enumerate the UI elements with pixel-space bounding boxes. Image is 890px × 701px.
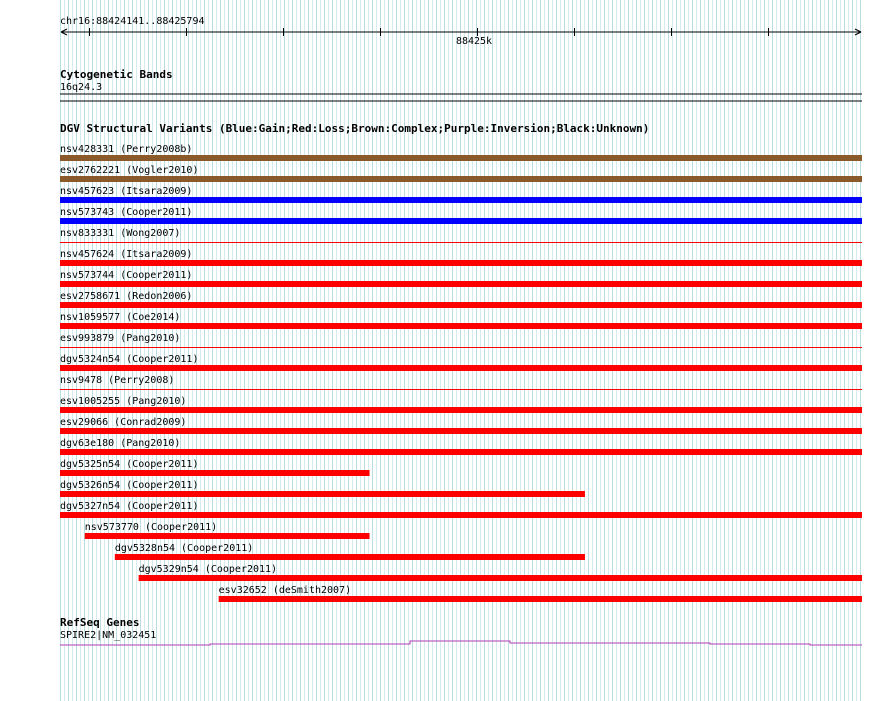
dgv-feature-bar[interactable] xyxy=(60,197,862,203)
dgv-feature-bar[interactable] xyxy=(60,155,862,161)
dgv-feature-label: nsv573743 (Cooper2011) xyxy=(60,207,193,218)
dgv-feature-bar[interactable] xyxy=(60,347,862,348)
dgv-feature-label: dgv5328n54 (Cooper2011) xyxy=(114,543,254,554)
dgv-feature-label: esv2762221 (Vogler2010) xyxy=(60,165,199,176)
dgv-feature-label: esv993879 (Pang2010) xyxy=(60,333,181,344)
dgv-feature-bar[interactable] xyxy=(60,449,862,455)
dgv-feature-label: nsv428331 (Perry2008b) xyxy=(60,144,193,155)
dgv-feature-bar[interactable] xyxy=(60,323,862,329)
dgv-feature-label: dgv5327n54 (Cooper2011) xyxy=(60,501,199,512)
dgv-feature-bar[interactable] xyxy=(115,554,585,560)
dgv-feature-bar[interactable] xyxy=(60,428,862,434)
dgv-feature-label: esv1005255 (Pang2010) xyxy=(60,396,187,407)
dgv-feature-bar[interactable] xyxy=(60,302,862,308)
refseq-track-title: RefSeq Genes xyxy=(60,616,140,629)
dgv-feature-label: esv2758671 (Redon2006) xyxy=(60,291,193,302)
dgv-feature-bar[interactable] xyxy=(60,242,862,243)
dgv-feature-label: nsv1059577 (Coe2014) xyxy=(60,312,181,323)
cytoband-label: 16q24.3 xyxy=(60,82,103,93)
dgv-feature-bar[interactable] xyxy=(60,512,862,518)
dgv-feature-label: dgv5324n54 (Cooper2011) xyxy=(60,354,199,365)
dgv-feature-bar[interactable] xyxy=(60,176,862,182)
dgv-feature-label: nsv457623 (Itsara2009) xyxy=(60,186,193,197)
dgv-feature-label: dgv63e180 (Pang2010) xyxy=(60,438,181,449)
dgv-feature-bar[interactable] xyxy=(60,470,370,476)
dgv-feature-label: nsv457624 (Itsara2009) xyxy=(60,249,193,260)
ruler-tick-label: 88425k xyxy=(455,36,493,47)
refseq-gene-label: SPIRE2|NM_032451 xyxy=(60,630,157,641)
dgv-feature-label: dgv5325n54 (Cooper2011) xyxy=(60,459,199,470)
dgv-feature-bar[interactable] xyxy=(60,218,862,224)
dgv-feature-bar[interactable] xyxy=(85,533,370,539)
dgv-feature-bar[interactable] xyxy=(139,575,862,581)
dgv-feature-label: dgv5329n54 (Cooper2011) xyxy=(138,564,278,575)
dgv-feature-bar[interactable] xyxy=(219,596,862,602)
dgv-feature-label: nsv573770 (Cooper2011) xyxy=(84,522,218,533)
dgv-feature-label: esv32652 (deSmith2007) xyxy=(218,585,352,596)
dgv-feature-bar[interactable] xyxy=(60,407,862,413)
cytoband-track-title: Cytogenetic Bands xyxy=(60,68,173,81)
dgv-feature-label: esv29066 (Conrad2009) xyxy=(60,417,187,428)
location-label: chr16:88424141..88425794 xyxy=(60,16,205,27)
dgv-feature-bar[interactable] xyxy=(60,260,862,266)
dgv-track-title: DGV Structural Variants (Blue:Gain;Red:Loss;Brown:Complex;Purple:Inversion;Black:Unknown) xyxy=(60,122,650,135)
dgv-feature-label: nsv573744 (Cooper2011) xyxy=(60,270,193,281)
dgv-feature-bar[interactable] xyxy=(60,365,862,371)
dgv-feature-label: nsv833331 (Wong2007) xyxy=(60,228,181,239)
dgv-feature-bar[interactable] xyxy=(60,281,862,287)
background-grid xyxy=(61,0,861,701)
dgv-feature-bar[interactable] xyxy=(60,389,862,390)
dgv-feature-label: nsv9478 (Perry2008) xyxy=(60,375,175,386)
dgv-feature-label: dgv5326n54 (Cooper2011) xyxy=(60,480,199,491)
dgv-feature-bar[interactable] xyxy=(60,491,585,497)
